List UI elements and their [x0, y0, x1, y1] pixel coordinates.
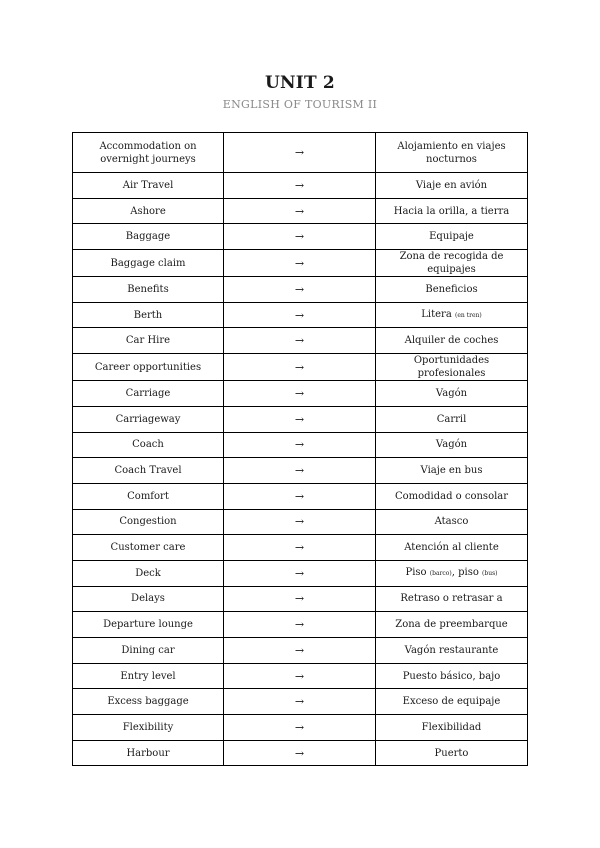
english-term: Air Travel: [73, 173, 224, 199]
spanish-translation: [376, 302, 528, 328]
english-term: Departure lounge: [73, 612, 224, 638]
table-row: [73, 277, 528, 303]
spanish-translation: Exceso de equipaje: [376, 689, 528, 715]
table-row: [73, 509, 528, 535]
table-row: [73, 663, 528, 689]
table-row: [73, 740, 528, 766]
arrow-icon: →: [224, 638, 376, 664]
spanish-translation: Atasco: [376, 509, 528, 535]
spanish-translation: Zona de recogida de equipajes: [376, 250, 528, 277]
arrow-icon: →: [224, 483, 376, 509]
arrow-icon: →: [224, 689, 376, 715]
english-term: Baggage: [73, 224, 224, 250]
english-term: Baggage claim: [73, 250, 224, 277]
spanish-translation: Carril: [376, 406, 528, 432]
english-term: Delays: [73, 586, 224, 612]
spanish-translation: Vagón: [376, 432, 528, 458]
table-row: [73, 612, 528, 638]
english-term: Berth: [73, 302, 224, 328]
table-row: [73, 224, 528, 250]
english-term: Career opportunities: [73, 354, 224, 381]
translation-note: (barco): [429, 570, 452, 578]
spanish-translation: [376, 560, 528, 586]
spanish-translation: Viaje en bus: [376, 458, 528, 484]
table-row: [73, 381, 528, 407]
spanish-translation: Vagón: [376, 381, 528, 407]
table-row: [73, 458, 528, 484]
arrow-icon: →: [224, 224, 376, 250]
table-row: [73, 586, 528, 612]
arrow-icon: →: [224, 535, 376, 561]
table-row: [73, 198, 528, 224]
english-term: Ashore: [73, 198, 224, 224]
vocabulary-table-body: [73, 133, 528, 766]
english-term: Flexibility: [73, 715, 224, 741]
spanish-translation: Vagón restaurante: [376, 638, 528, 664]
table-row: [73, 535, 528, 561]
english-term: Coach: [73, 432, 224, 458]
table-row: [73, 133, 528, 173]
table-row: [73, 689, 528, 715]
table-row: [73, 483, 528, 509]
arrow-icon: →: [224, 381, 376, 407]
table-row: [73, 173, 528, 199]
translation-note-2: (bus): [482, 570, 498, 578]
translation-main: Litera: [421, 309, 452, 321]
arrow-icon: →: [224, 458, 376, 484]
page-title: UNIT 2: [265, 73, 335, 93]
spanish-translation: Equipaje: [376, 224, 528, 250]
arrow-icon: →: [224, 354, 376, 381]
table-row: [73, 328, 528, 354]
table-row: [73, 432, 528, 458]
arrow-icon: →: [224, 328, 376, 354]
table-row: [73, 250, 528, 277]
spanish-translation: Comodidad o consolar: [376, 483, 528, 509]
arrow-icon: →: [224, 509, 376, 535]
arrow-icon: →: [224, 586, 376, 612]
table-row: [73, 560, 528, 586]
english-term: Comfort: [73, 483, 224, 509]
page-subtitle: ENGLISH OF TOURISM II: [222, 98, 378, 111]
arrow-icon: →: [224, 663, 376, 689]
english-term: Car Hire: [73, 328, 224, 354]
spanish-translation: Viaje en avión: [376, 173, 528, 199]
english-term: Excess baggage: [73, 689, 224, 715]
english-term: Dining car: [73, 638, 224, 664]
arrow-icon: →: [224, 250, 376, 277]
arrow-icon: →: [224, 715, 376, 741]
translation-note: (en tren): [455, 312, 482, 320]
spanish-translation: Flexibilidad: [376, 715, 528, 741]
arrow-icon: →: [224, 198, 376, 224]
table-row: [73, 354, 528, 381]
vocabulary-table: [72, 132, 528, 766]
english-term: Entry level: [73, 663, 224, 689]
spanish-translation: Oportunidades profesionales: [376, 354, 528, 381]
english-term: Congestion: [73, 509, 224, 535]
translation-main: Piso: [405, 567, 427, 579]
english-term: Accommodation on overnight journeys: [73, 133, 224, 173]
arrow-icon: →: [224, 432, 376, 458]
spanish-translation: Puesto básico, bajo: [376, 663, 528, 689]
spanish-translation: Hacia la orilla, a tierra: [376, 198, 528, 224]
arrow-icon: →: [224, 133, 376, 173]
spanish-translation: Zona de preembarque: [376, 612, 528, 638]
arrow-icon: →: [224, 277, 376, 303]
spanish-translation: Atención al cliente: [376, 535, 528, 561]
table-row: [73, 302, 528, 328]
spanish-translation: Retraso o retrasar a: [376, 586, 528, 612]
english-term: Benefits: [73, 277, 224, 303]
translation-main-2: , piso: [451, 567, 479, 579]
arrow-icon: →: [224, 560, 376, 586]
english-term: Carriage: [73, 381, 224, 407]
spanish-translation: Alquiler de coches: [376, 328, 528, 354]
english-term: Coach Travel: [73, 458, 224, 484]
arrow-icon: →: [224, 612, 376, 638]
spanish-translation: Puerto: [376, 740, 528, 766]
english-term: Carriageway: [73, 406, 224, 432]
arrow-icon: →: [224, 173, 376, 199]
spanish-translation: Alojamiento en viajes nocturnos: [376, 133, 528, 173]
arrow-icon: →: [224, 740, 376, 766]
table-row: [73, 406, 528, 432]
english-term: Deck: [73, 560, 224, 586]
arrow-icon: →: [224, 302, 376, 328]
table-row: [73, 715, 528, 741]
english-term: Customer care: [73, 535, 224, 561]
english-term: Harbour: [73, 740, 224, 766]
table-row: [73, 638, 528, 664]
spanish-translation: Beneficios: [376, 277, 528, 303]
arrow-icon: →: [224, 406, 376, 432]
